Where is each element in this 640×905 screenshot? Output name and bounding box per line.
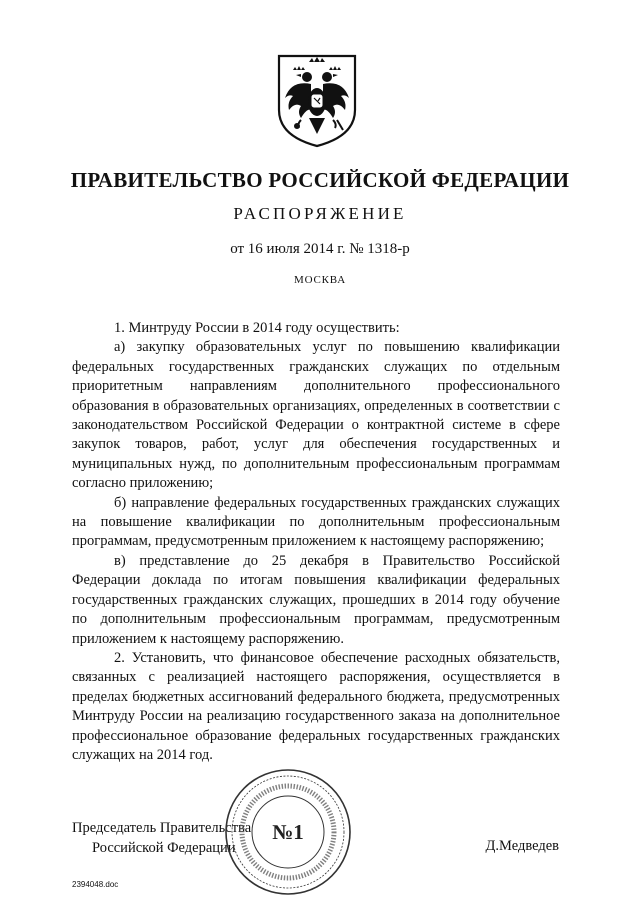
signatory-name: Д.Медведев: [485, 838, 559, 854]
paragraph-1v: в) представление до 25 декабря в Правительство Российской Федерации доклада по итогам повышения квалификации федеральных государственных гражданских служащих, прошедших в 2014 году обучение по дополнительным профессиональным программам, предусмотренным приложением к настоящему распоряжению.: [72, 552, 560, 647]
order-body: [72, 319, 560, 765]
position-line-1: Председатель Правительства: [72, 820, 252, 836]
city-label: МОСКВА: [294, 274, 346, 286]
file-reference: 2394048.doc: [72, 880, 119, 889]
paragraph-1: 1. Минтруду России в 2014 году осуществить:: [114, 320, 400, 336]
position-line-2: Российской Федерации: [92, 839, 236, 856]
paragraph-1a: а) закупку образовательных услуг по повышению квалификации федеральных государственных гражданских служащих по отдельным приоритетным направлениям дополнительного профессионального образования в образовательных организациях, определенных в соответствии с законодательством Российской Федерации о контрактной системе в сфере закупок товаров, работ, услуг для обеспечения государственных и муниципальных нужд, по дополнительным профессиональным программам согласно приложению;: [72, 339, 560, 492]
official-stamp: [223, 767, 353, 897]
stamp-number: №1: [272, 820, 304, 844]
date-number-line: от 16 июля 2014 г. № 1318-р: [230, 241, 410, 257]
document-type: РАСПОРЯЖЕНИЕ: [233, 204, 407, 223]
paragraph-2: 2. Установить, что финансовое обеспечение расходных обязательств, связанных с реализацией настоящего распоряжения, осуществляется в пределах бюджетных ассигнований федерального бюджета, предусмотренных Минтруду России на реализацию государственного заказа на дополнительное профессиональное образование федеральных государственных гражданских служащих на 2014 год.: [72, 649, 560, 763]
government-title: ПРАВИТЕЛЬСТВО РОССИЙСКОЙ ФЕДЕРАЦИИ: [70, 168, 570, 192]
coat-of-arms-emblem: [271, 50, 363, 148]
paragraph-1b: б) направление федеральных государственных гражданских служащих на повышение квалификации по дополнительным профессиональным программам, предусмотренным приложением к настоящему распоряжению;: [72, 494, 560, 550]
